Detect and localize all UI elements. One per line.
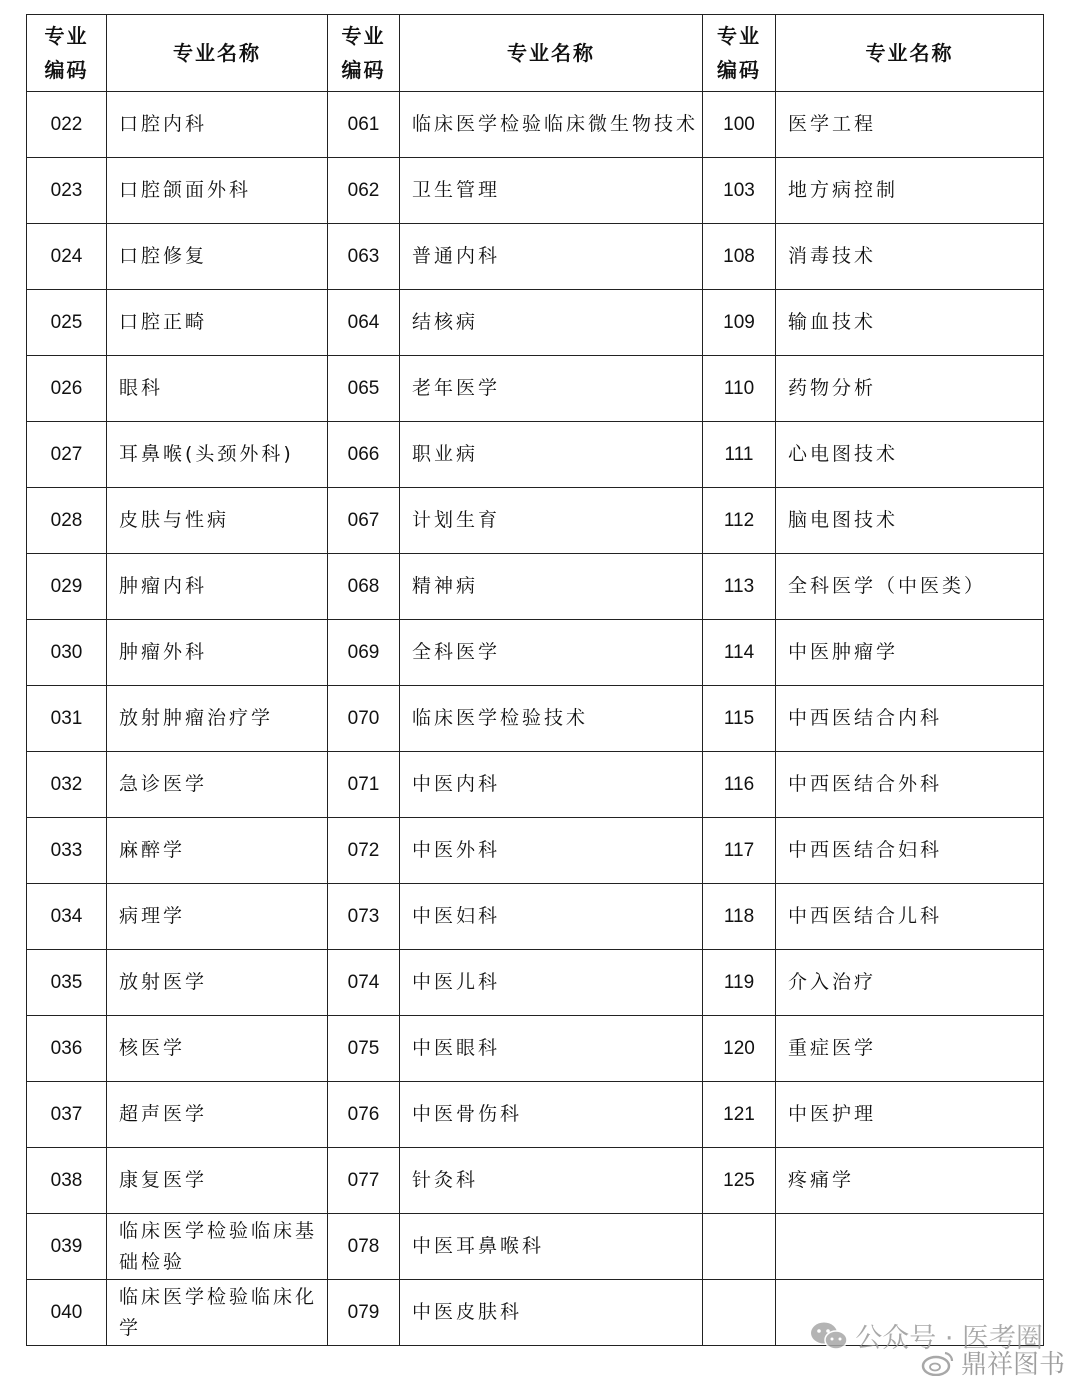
major-code: 071 [328,752,400,818]
major-name: 麻醉学 [107,818,328,884]
major-code: 031 [27,686,107,752]
major-name: 职业病 [400,422,703,488]
table-row [27,554,1044,620]
major-code: 069 [328,620,400,686]
major-code: 023 [27,158,107,224]
major-code: 027 [27,422,107,488]
major-code: 022 [27,92,107,158]
major-name: 中医内科 [400,752,703,818]
major-code: 117 [703,818,776,884]
major-name: 疼痛学 [776,1148,1044,1214]
major-code: 116 [703,752,776,818]
table-row [27,884,1044,950]
major-code: 035 [27,950,107,1016]
major-name: 心电图技术 [776,422,1044,488]
major-name: 结核病 [400,290,703,356]
major-name: 耳鼻喉(头颈外科) [107,422,328,488]
weibo-icon [921,1350,955,1376]
major-name: 眼科 [107,356,328,422]
major-name: 口腔颌面外科 [107,158,328,224]
major-code: 064 [328,290,400,356]
major-name: 中医外科 [400,818,703,884]
major-code: 070 [328,686,400,752]
major-code: 118 [703,884,776,950]
major-name: 中医皮肤科 [400,1280,703,1346]
major-name: 中医儿科 [400,950,703,1016]
major-name: 急诊医学 [107,752,328,818]
major-code: 040 [27,1280,107,1346]
major-code: 077 [328,1148,400,1214]
major-name: 中医妇科 [400,884,703,950]
major-name: 口腔修复 [107,224,328,290]
major-name: 病理学 [107,884,328,950]
table-row [27,92,1044,158]
major-code: 078 [328,1214,400,1280]
major-code: 029 [27,554,107,620]
table-row [27,1082,1044,1148]
major-name: 中西医结合儿科 [776,884,1044,950]
major-name: 肿瘤内科 [107,554,328,620]
table-row [27,1016,1044,1082]
major-code: 062 [328,158,400,224]
major-name: 介入治疗 [776,950,1044,1016]
table-row [27,950,1044,1016]
major-code: 073 [328,884,400,950]
majors-table [26,14,1044,1346]
major-name: 口腔内科 [107,92,328,158]
major-name: 计划生育 [400,488,703,554]
major-name: 临床医学检验技术 [400,686,703,752]
major-name: 皮肤与性病 [107,488,328,554]
weibo-watermark [921,1344,1065,1381]
major-code: 072 [328,818,400,884]
major-name: 中西医结合外科 [776,752,1044,818]
major-name: 中西医结合内科 [776,686,1044,752]
major-code: 033 [27,818,107,884]
major-code: 036 [27,1016,107,1082]
major-code: 115 [703,686,776,752]
major-code: 111 [703,422,776,488]
major-code: 110 [703,356,776,422]
table-row [27,224,1044,290]
major-code: 103 [703,158,776,224]
major-code: 028 [27,488,107,554]
major-code: 039 [27,1214,107,1280]
major-code: 032 [27,752,107,818]
table-row [27,818,1044,884]
header-name: 专业名称 [776,15,1044,92]
major-code: 066 [328,422,400,488]
major-name: 放射肿瘤治疗学 [107,686,328,752]
major-code: 108 [703,224,776,290]
table-row [27,488,1044,554]
table-row [27,290,1044,356]
major-code: 109 [703,290,776,356]
major-name: 临床医学检验临床基础检验 [107,1214,328,1280]
major-name: 核医学 [107,1016,328,1082]
major-name: 消毒技术 [776,224,1044,290]
major-name: 放射医学 [107,950,328,1016]
major-name: 中医骨伤科 [400,1082,703,1148]
header-code: 专业 编码 [328,15,400,92]
major-code: 100 [703,92,776,158]
major-code: 125 [703,1148,776,1214]
major-code: 024 [27,224,107,290]
major-code: 037 [27,1082,107,1148]
weibo-watermark-text: 鼎祥图书 [960,1350,1065,1380]
major-code: 075 [328,1016,400,1082]
wechat-icon [809,1321,849,1351]
major-name: 口腔正畸 [107,290,328,356]
table-row [27,752,1044,818]
major-code: 074 [328,950,400,1016]
major-name: 全科医学（中医类） [776,554,1044,620]
major-name: 肿瘤外科 [107,620,328,686]
major-name: 普通内科 [400,224,703,290]
header-row [27,15,1044,92]
table-row [27,1214,1044,1280]
major-name: 中医护理 [776,1082,1044,1148]
major-code: 026 [27,356,107,422]
header-code: 专业 编码 [27,15,107,92]
major-name: 全科医学 [400,620,703,686]
major-name: 药物分析 [776,356,1044,422]
major-name: 输血技术 [776,290,1044,356]
major-code: 063 [328,224,400,290]
major-name: 老年医学 [400,356,703,422]
major-code: 079 [328,1280,400,1346]
major-name: 地方病控制 [776,158,1044,224]
major-name: 临床医学检验临床微生物技术 [400,92,703,158]
major-code: 120 [703,1016,776,1082]
major-code [703,1214,776,1280]
major-name: 脑电图技术 [776,488,1044,554]
major-code: 076 [328,1082,400,1148]
major-code: 034 [27,884,107,950]
major-code: 119 [703,950,776,1016]
major-code: 114 [703,620,776,686]
header-name: 专业名称 [107,15,328,92]
major-code: 065 [328,356,400,422]
major-code: 061 [328,92,400,158]
wechat-watermark-text: 公众号 · 医考圈 [855,1323,1043,1354]
major-name: 中医眼科 [400,1016,703,1082]
major-name: 中西医结合妇科 [776,818,1044,884]
major-name [776,1214,1044,1280]
major-code: 025 [27,290,107,356]
major-code [703,1280,776,1346]
major-name: 针灸科 [400,1148,703,1214]
table-row [27,620,1044,686]
header-code: 专业 编码 [703,15,776,92]
major-name: 卫生管理 [400,158,703,224]
major-code: 112 [703,488,776,554]
major-name: 医学工程 [776,92,1044,158]
major-name: 中医肿瘤学 [776,620,1044,686]
major-code: 068 [328,554,400,620]
major-code: 113 [703,554,776,620]
major-code: 038 [27,1148,107,1214]
table-row [27,422,1044,488]
table-row [27,158,1044,224]
major-name: 重症医学 [776,1016,1044,1082]
table-row [27,1148,1044,1214]
major-code: 030 [27,620,107,686]
major-code: 067 [328,488,400,554]
header-name: 专业名称 [400,15,703,92]
table-row [27,356,1044,422]
major-name: 中医耳鼻喉科 [400,1214,703,1280]
major-name: 超声医学 [107,1082,328,1148]
major-name: 康复医学 [107,1148,328,1214]
major-name: 临床医学检验临床化学 [107,1280,328,1346]
table-row [27,686,1044,752]
major-name: 精神病 [400,554,703,620]
major-code: 121 [703,1082,776,1148]
